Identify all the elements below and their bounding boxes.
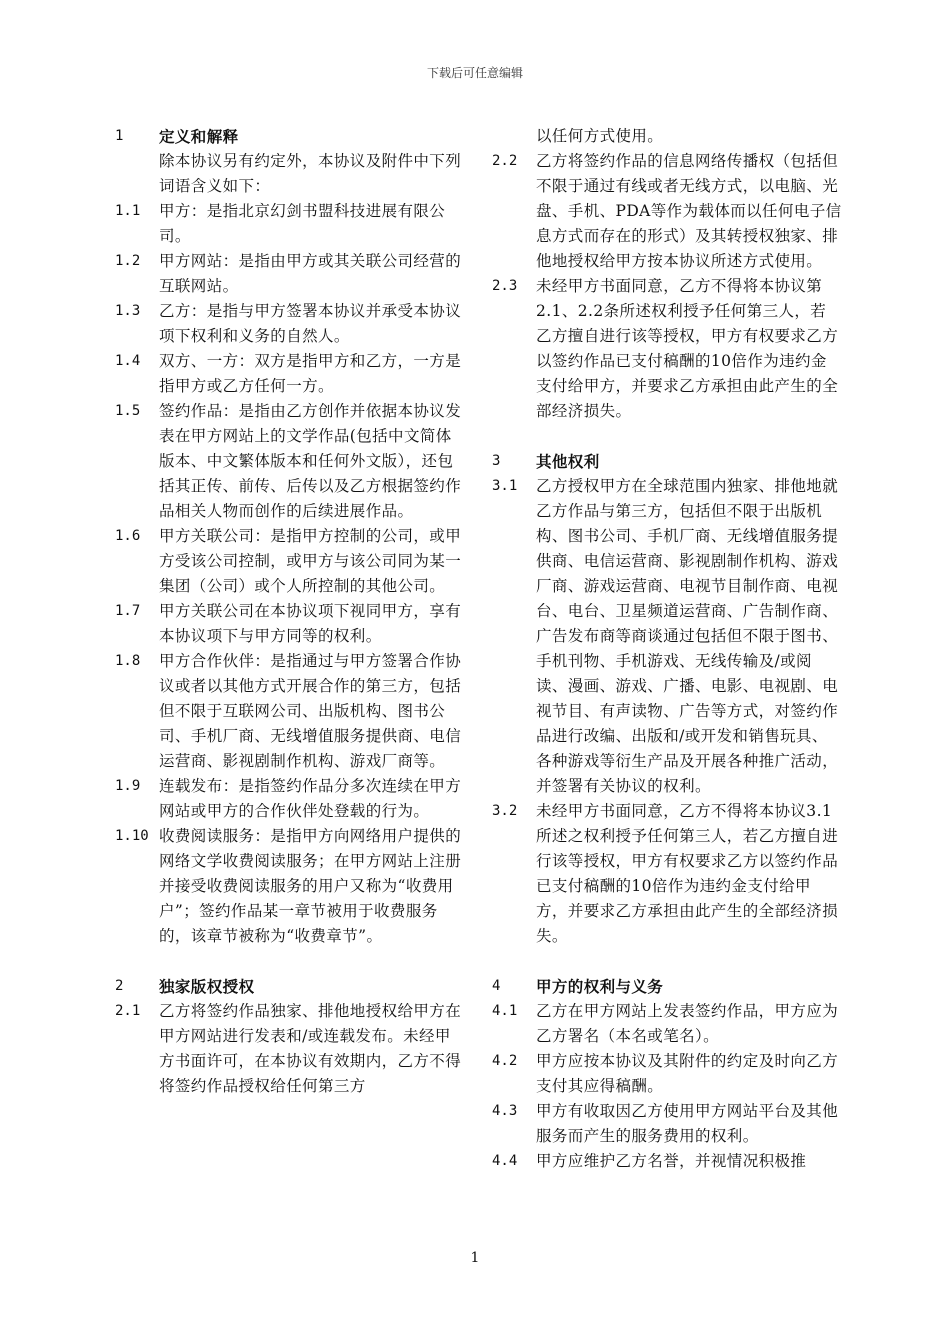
section-title: 其他权利	[536, 452, 600, 471]
clause-number: 3.2	[492, 803, 518, 819]
clause-text: 双方、一方：双方是指甲方和乙方，一方是指甲方或乙方任何一方。	[159, 352, 462, 395]
left-column	[115, 124, 465, 1099]
section-4-heading	[492, 974, 842, 999]
clause-number: 4.2	[492, 1053, 518, 1069]
clause-text: 甲方关联公司在本协议项下视同甲方，享有本协议项下与甲方同等的权利。	[159, 602, 462, 645]
clause-number: 1.3	[115, 303, 141, 319]
clause-number: 1.2	[115, 253, 141, 269]
clause-text: 甲方合作伙伴：是指通过与甲方签署合作协议或者以其他方式开展合作的第三方，包括但不限于互联网公司、出版机构、图书公司、手机厂商、无线增值服务提供商、电信运营商、影视剧制作机构、游戏厂商等。	[159, 652, 462, 770]
clause-1-9	[115, 774, 465, 824]
clause-text: 未经甲方书面同意，乙方不得将本协议第2.1、2.2条所述权利授予任何第三人，若乙方擅自进行该等授权，甲方有权要求乙方以签约作品已支付稿酬的10倍作为违约金支付给甲方，并要求乙方承担由此产生的全部经济损失。	[536, 277, 839, 420]
clause-1-4	[115, 349, 465, 399]
clause-1-8	[115, 649, 465, 774]
section-title: 定义和解释	[159, 127, 239, 146]
clause-text: 收费阅读服务：是指甲方向网络用户提供的网络文学收费阅读服务；在甲方网站上注册并接受收费阅读服务的用户又称为“收费用户”；签约作品某一章节被用于收费服务的，该章节被称为“收费章节”。	[159, 827, 462, 945]
clause-1-10	[115, 824, 465, 949]
section-number: 1	[115, 128, 124, 144]
clause-1-1	[115, 199, 465, 249]
clause-number: 1.6	[115, 528, 141, 544]
clause-4-2	[492, 1049, 842, 1099]
clause-number: 4.1	[492, 1003, 518, 1019]
clause-text: 签约作品：是指由乙方创作并依据本协议发表在甲方网站上的文学作品(包括中文简体版本、中文繁体版本和任何外文版），还包括其正传、前传、后传以及乙方根据签约作品相关人物而创作的后续进展作品。	[159, 402, 462, 520]
clause-2-1	[115, 999, 465, 1099]
section-3-heading	[492, 449, 842, 474]
section-number: 3	[492, 453, 501, 469]
right-column	[492, 124, 842, 1174]
clause-number: 1.7	[115, 603, 141, 619]
clause-number: 3.1	[492, 478, 518, 494]
definitions-intro: 除本协议另有约定外，本协议及附件中下列词语含义如下：	[159, 152, 462, 195]
clause-1-5	[115, 399, 465, 524]
section-2-heading	[115, 974, 465, 999]
clause-3-2	[492, 799, 842, 949]
clause-2-1-continued: 以任何方式使用。	[536, 127, 664, 145]
clause-text: 乙方：是指与甲方签署本协议并承受本协议项下权利和义务的自然人。	[159, 302, 462, 345]
clause-text: 乙方将签约作品独家、排他地授权给甲方在甲方网站进行发表和/或连载发布。未经甲方书面许可，在本协议有效期内，乙方不得将签约作品授权给任何第三方	[159, 1002, 462, 1095]
clause-number: 4.4	[492, 1153, 518, 1169]
clause-text: 甲方应按本协议及其附件的约定及时向乙方支付其应得稿酬。	[536, 1052, 839, 1095]
section-number: 2	[115, 978, 124, 994]
page-number: 1	[470, 1250, 480, 1266]
clause-1-6	[115, 524, 465, 599]
section-number: 4	[492, 978, 501, 994]
clause-text: 甲方有收取因乙方使用甲方网站平台及其他服务而产生的服务费用的权利。	[536, 1102, 839, 1145]
page-header: 下载后可任意编辑	[426, 66, 523, 80]
clause-number: 1.8	[115, 653, 141, 669]
clause-4-3	[492, 1099, 842, 1149]
clause-text: 乙方授权甲方在全球范围内独家、排他地就乙方作品与第三方，包括但不限于出版机构、图书公司、手机厂商、无线增值服务提供商、电信运营商、影视剧制作机构、游戏厂商、游戏运营商、电视节目制作商、电视台、电台、卫星频道运营商、广告制作商、广告发布商等商谈通过包括但不限于图书、手机刊物、手机游戏、无线传输及/或阅读、漫画、游戏、广播、电影、电视剧、电视节目、有声读物、广告等方式，对签约作品进行改编、出版和/或开发和销售玩具、各种游戏等衍生产品及开展各种推广活动，并签署有关协议的权利。	[536, 477, 839, 795]
clause-2-2	[492, 149, 842, 274]
clause-text: 甲方关联公司：是指甲方控制的公司，或甲方受该公司控制，或甲方与该公司同为某一集团（公司）或个人所控制的其他公司。	[159, 527, 462, 595]
clause-1-2	[115, 249, 465, 299]
clause-text: 连载发布：是指签约作品分多次连续在甲方网站或甲方的合作伙伴处登载的行为。	[159, 777, 462, 820]
clause-text: 乙方将签约作品的信息网络传播权（包括但不限于通过有线或者无线方式，以电脑、光盘、手机、PDA等作为载体而以任何电子信息方式而存在的形式）及其转授权独家、排他地授权给甲方按本协议所述方式使用。	[536, 152, 842, 270]
clause-number: 1.9	[115, 778, 141, 794]
clause-number: 1.4	[115, 353, 141, 369]
clause-4-1	[492, 999, 842, 1049]
clause-2-3	[492, 274, 842, 424]
clause-1-7	[115, 599, 465, 649]
clause-number: 1.1	[115, 203, 141, 219]
clause-4-4	[492, 1149, 842, 1174]
section-title: 甲方的权利与义务	[536, 977, 664, 996]
clause-number: 4.3	[492, 1103, 518, 1119]
clause-text: 甲方应维护乙方名誉，并视情况积极推	[536, 1152, 807, 1170]
clause-number: 1.10	[115, 828, 149, 844]
clause-1-3	[115, 299, 465, 349]
clause-text: 甲方：是指北京幻剑书盟科技进展有限公司。	[159, 202, 446, 245]
section-title: 独家版权授权	[159, 977, 255, 996]
clause-3-1	[492, 474, 842, 799]
clause-text: 未经甲方书面同意，乙方不得将本协议3.1所述之权利授予任何第三人，若乙方擅自进行该等授权，甲方有权要求乙方以签约作品已支付稿酬的10倍作为违约金支付给甲方，并要求乙方承担由此产生的全部经济损失。	[536, 802, 839, 945]
clause-number: 2.3	[492, 278, 518, 294]
section-1-heading	[115, 124, 465, 149]
clause-number: 2.2	[492, 153, 518, 169]
clause-text: 甲方网站：是指由甲方或其关联公司经营的互联网站。	[159, 252, 462, 295]
clause-text: 乙方在甲方网站上发表签约作品，甲方应为乙方署名（本名或笔名）。	[536, 1002, 839, 1045]
clause-number: 2.1	[115, 1003, 141, 1019]
clause-number: 1.5	[115, 403, 141, 419]
